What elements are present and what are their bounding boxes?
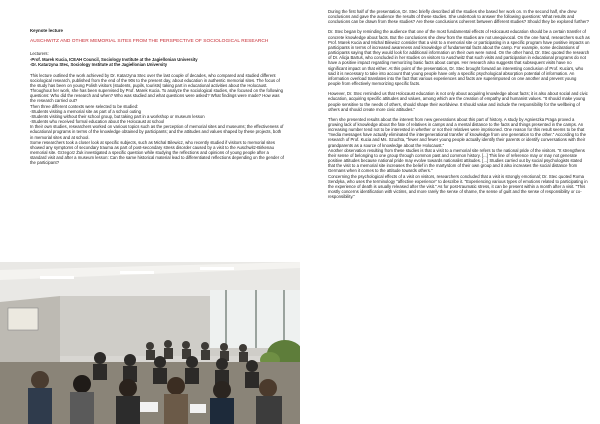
paragraph: Another observation resulting from these studies is that a visit to a memorial site refers to the national pride of the visitors. "It strengthens their sense of belonging to one group through common past and common history. [...] This line of reference may or may not generate positive attitudes because national pride may evolve towards nationalist attitudes. [...] Studies carried out by social psychologists stated that the visit to a memorial site increases the belief in the martyrdom of their own group and it also increases the social distance from Germans when it comes to the attitude towards others." bbox=[328, 147, 585, 174]
left-text-block bbox=[30, 28, 285, 166]
paragraph: -Students visiting without their school group, but taking part in a workshop or museum lesson bbox=[30, 113, 205, 119]
paragraph: -Students visiting a memorial site as part of a school outing bbox=[30, 108, 142, 114]
paragraph: During the first half of the presentation, Dr. Stec briefly described all the studies she based her work on. In the second half, she drew conclusions and gave the audience the results of these studies. She undertook to answer the following questions: What results and conclusions can be drawn from these studies? Are these conclusions coherent between different studies? Should they be explored further? bbox=[328, 9, 589, 25]
paragraph: In their own studies, researchers worked on various topics such as the perception of memorial sites and museums; the effectiveness of educational programs in terms of the knowledge obtained by participants; and the attitudes and values shaped by these projects, both in memorial sites and at school. bbox=[30, 124, 284, 140]
paragraph: -Students who received formal education about the Holocaust at school bbox=[30, 119, 165, 125]
paragraph: Then three different contexts were selected to be studied: bbox=[30, 103, 139, 109]
audience-photo bbox=[0, 262, 300, 424]
section-label: Keynote lecture bbox=[30, 28, 63, 33]
lecturer-2: -Dr. Katarzyna Stec, Sociology Institute at the Jagiellonian University bbox=[30, 61, 168, 67]
lecturers-heading: Lecturers: bbox=[30, 51, 49, 57]
lecturers-block bbox=[30, 51, 285, 66]
paragraph: Then she presented results about the interest from new generations about this part of history. A study by Agnieszka Praga proved a growing lack of knowledge about the fate of relatives in camps and a mental distance to the facts and things presented in the camps. An increasing number tend not to be interested in whether or not their relatives were imprisoned. One reason for this result seems to be that "media messages have actually eliminated the intergenerational transfer of knowledge from one generation to the other." According to the research of Prof. Kucia and Ms. Szuchta, "fewer and fewer young people actually identify their parents or identify conversations with their grandparents as a source of knowledge about the Holocaust." bbox=[328, 116, 586, 148]
right-page bbox=[300, 0, 600, 424]
right-text-block bbox=[328, 9, 590, 199]
paragraph: However, Dr. Stec reminded us that Holocaust education is not only about acquiring knowledge about facts; it is also about social and civic education, acquiring specific attitudes and values, among which are the creation of empathy and humanist values. "It should make young people sensitive to the needs of others, should shape their worldview. It should value and include the responsibility for the wellbeing of others and should create more civic attitudes." bbox=[328, 91, 588, 112]
paragraph: Some researchers took a closer look at specific subjects, such as Michal Bilewicz, who recently studied if visitors to memorial sites showed any symptoms of secondary trauma as part of post-secondary stress disorder caused by a visit to the Auschwitz-Birkenau memorial site. Grzegorz Żuk investigated a specific question while studying the reflections and opinions of young people after a standard visit and after a museum lesson: Can the same historical material lead to differentiated reflections depending on the gender of the participant? bbox=[30, 139, 284, 166]
paragraph: This lecture outlined the work achieved by Dr. Katarzyna Stec over the last couple of decades, who compared and studied different sociological research, published from the end of the 90s to the present day, about education in authentic memorial sites. The focus of the study has been on young Polish visitors (students, pupils, tourists) taking part in educational activities about the Holocaust. Throughout her work, she has been supervised by Prof. Marek Kucia. To analyze the sociological studies, she focused on the following questions: Who did the research and when? Who was studied and what questions were asked? What findings were made? How was the research carried out? bbox=[30, 72, 283, 104]
article-title: AUSCHWITZ AND OTHER MEMORIAL SITES FROM THE PERSPECTIVE OF SOCIOLOGICAL RESEARCH bbox=[30, 39, 269, 45]
photo-illustration bbox=[0, 262, 300, 424]
paragraph: Concerning the psychological effects of a visit on visitors, researchers concluded that a visit is strongly emotional; Dr. Stec quoted Roma Sendyka, who uses the terminology "affective experience" to describe it. "Experiencing various types of emotions related to participating in the experience of death is usually released after the visit." As for post-traumatic stress, it can be present within a month after a visit. "This mostly concerns identification with victims, and more rarely the sense of shame, the sense of guilt and the sense of responsibility or co-responsibility." bbox=[328, 173, 588, 200]
paragraph: Dr. Stec began by reminding the audience that one of the most fundamental effects of Holocaust education should be a certain transfer of concrete knowledge about facts. But the conclusions she drew from the studies are not unequivocal. On the one hand, researchers such as Prof. Marek Kucia and Michal Bilewicz consider that a visit to a memorial site or participating in a specific program have positive impacts on participants in terms of increased awareness and knowledge of fundamental facts about the camp. For example, some declarations of participants saying that they would look for additional information on their own were noted. On the other hand, Dr. Stec quoted the research of Dr. Alicja Bartuś, who concluded in her studies on visitors to Auschwitz that such visits and participation in educational programs do not have a positive impact regarding memorizing basic facts about camps. Her research also suggests that subsequent visits have no significant impact on that either. At this point of the presentation, Dr. Stec brought forward an interesting conclusion of Prof. Kucia's, who said it is necessary to take into account that young people have only a specific psychological absorption potential of information. An information overload translates into the fact that various experiences and facts are superimposed on one another and prevent young people from effectively memorizing specific facts. bbox=[328, 29, 590, 87]
lecturer-1: -Prof. Marek Kucia, ICEAH Council, Sociology Institute at the Jagiellonian University bbox=[30, 56, 198, 62]
